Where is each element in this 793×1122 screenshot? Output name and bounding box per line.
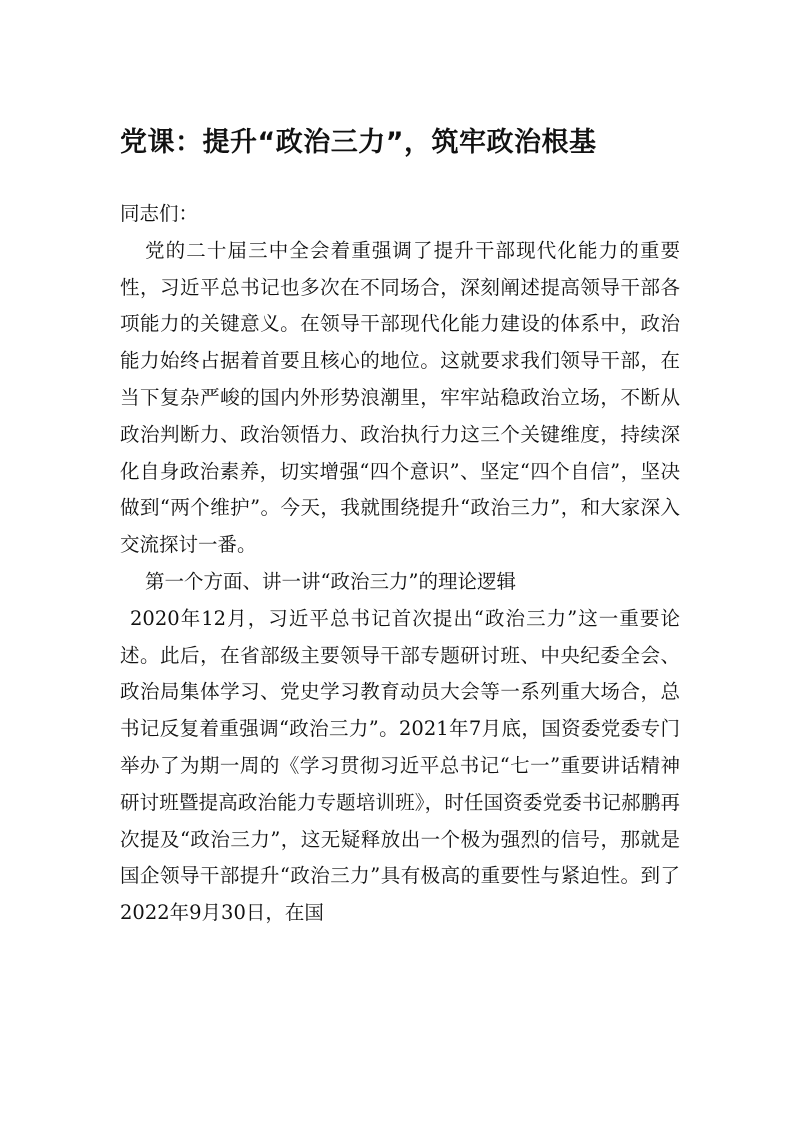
- document-body: [120, 196, 680, 932]
- paragraph-theory: 2020年12月，习近平总书记首次提出“政治三力”这一重要论述。此后，在省部级主要领导干部专题研讨班、中央纪委全会、政治局集体学习、党史学习教育动员大会等一系列重大场合，总书记反复着重强调“政治三力”。2021年7月底，国资委党委专门举办了为期一周的《学习贯彻习近平总书记“七一”重要讲话精神研讨班暨提高政治能力专题培训班》，时任国资委党委书记郝鹏再次提及“政治三力”，这无疑释放出一个极为强烈的信号，那就是国企领导干部提升“政治三力”具有极高的重要性与紧迫性。到了2022年9月30日，在国: [120, 606, 680, 925]
- paragraph-intro: 党的二十届三中全会着重强调了提升干部现代化能力的重要性，习近平总书记也多次在不同场合，深刻阐述提高领导干部各项能力的关键意义。在领导干部现代化能力建设的体系中，政治能力始终占据着首要且核心的地位。这就要求我们领导干部，在当下复杂严峻的国内外形势浪潮里，牢牢站稳政治立场，不断从政治判断力、政治领悟力、政治执行力这三个关键维度，持续深化自身政治素养，切实增强“四个意识”、坚定“四个自信”，坚决做到“两个维护”。今天，我就围绕提升“政治三力”，和大家深入交流探讨一番。: [120, 238, 680, 557]
- section-heading: 第一个方面、讲一讲“政治三力”的理论逻辑: [145, 569, 516, 593]
- document-title: 党课：提升“政治三力”，筑牢政治根基: [120, 127, 597, 158]
- salutation: 同志们：: [120, 202, 199, 225]
